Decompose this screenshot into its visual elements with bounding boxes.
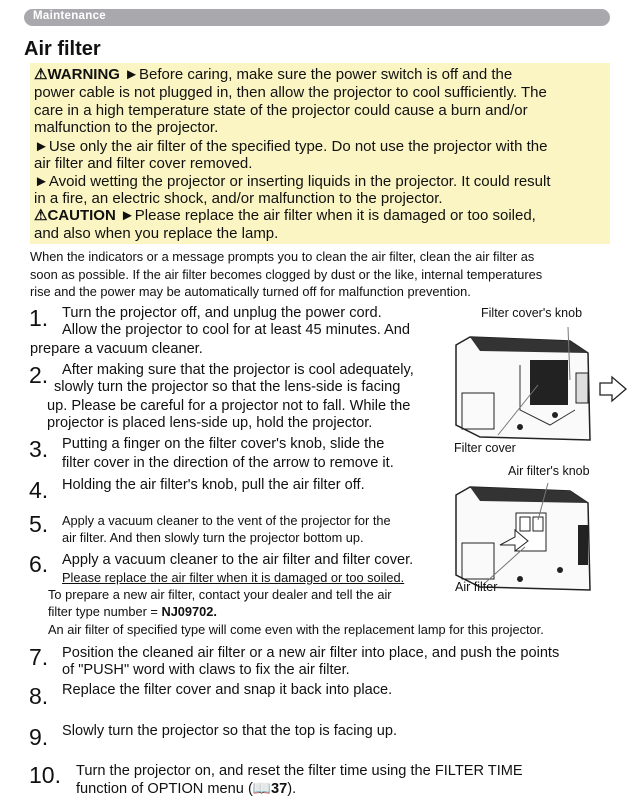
text-line	[47, 397, 410, 415]
text-segment: ).	[287, 781, 297, 797]
step-number: 4.	[29, 477, 49, 503]
text-line	[62, 551, 413, 569]
text-segment: of "PUSH" word with claws to fix the air filter.	[62, 662, 350, 678]
text-segment: ►Use only the air filter of the specified type. Do not use the projector with the	[34, 138, 548, 155]
text-segment: 📖37	[252, 781, 288, 797]
text-line	[47, 414, 372, 432]
text-line	[30, 283, 471, 301]
text-segment: Putting a finger on the filter cover's knob, slide the	[62, 436, 385, 452]
text-segment: NJ09702.	[161, 604, 217, 619]
label-filter-cover: Filter cover	[454, 441, 516, 455]
text-segment: air filter. And then slowly turn the projector bottom up.	[62, 530, 364, 545]
text-line	[54, 378, 400, 396]
text-segment: filter type number =	[48, 604, 162, 619]
text-line	[62, 304, 382, 322]
text-line	[34, 84, 547, 102]
step-number: 5.	[29, 511, 49, 537]
text-segment: Replace the filter cover and snap it back into place.	[62, 682, 393, 698]
text-segment: Turn the projector on, and reset the filter time using the FILTER TIME	[76, 763, 523, 779]
text-segment: up. Please be careful for a projector not to fall. While the	[47, 398, 411, 414]
text-segment: air filter and filter cover removed.	[34, 155, 253, 172]
text-segment: ►Before caring, make sure the power switch is off and the	[124, 66, 513, 83]
text-segment: Apply a vacuum cleaner to the vent of the projector for the	[62, 513, 391, 528]
text-segment: slowly turn the projector so that the lens-side is facing	[54, 379, 401, 395]
step-number: 6.	[29, 551, 49, 577]
text-line	[34, 138, 547, 156]
text-line	[62, 681, 392, 699]
text-line	[30, 340, 203, 358]
text-line	[62, 476, 365, 494]
text-line	[62, 512, 391, 530]
text-line	[62, 454, 394, 472]
text-line	[34, 102, 528, 120]
text-line	[76, 762, 523, 780]
text-segment: ►Avoid wetting the projector or inserting liquids in the projector. It could result	[34, 173, 551, 190]
text-segment: filter cover in the direction of the arrow to remove it.	[62, 455, 394, 471]
step-number: 1.	[29, 305, 49, 331]
text-segment: An air filter of specified type will come even with the replacement lamp for this projector.	[48, 622, 544, 637]
text-line	[62, 722, 397, 740]
text-line	[62, 321, 410, 339]
step-number: 3.	[29, 436, 49, 462]
text-segment: function of OPTION menu (	[76, 781, 253, 797]
text-segment: ⚠CAUTION	[34, 207, 120, 224]
text-line	[62, 361, 414, 379]
text-segment: After making sure that the projector is cool adequately,	[62, 362, 414, 378]
text-segment: Turn the projector off, and unplug the power cord.	[62, 305, 382, 321]
text-segment: Position the cleaned air filter or a new air filter into place, and push the points	[62, 645, 560, 661]
label-filter-cover-knob: Filter cover's knob	[481, 306, 583, 320]
text-line	[48, 621, 544, 639]
step-number: 10.	[29, 762, 61, 788]
step-number: 8.	[29, 683, 49, 709]
text-segment: and also when you replace the lamp.	[34, 225, 279, 242]
text-line	[62, 529, 364, 547]
text-segment: soon as possible. If the air filter becomes clogged by dust or the like, internal temperatures	[30, 267, 543, 282]
text-line	[34, 155, 252, 173]
text-segment: ►Please replace the air filter when it is damaged or too soiled,	[119, 207, 536, 224]
text-segment: Allow the projector to cool for at least 45 minutes. And	[62, 322, 411, 338]
text-segment: care in a high temperature state of the projector could cause a burn and/or	[34, 102, 528, 119]
text-line	[76, 780, 296, 798]
text-line	[34, 119, 218, 137]
page-title: Air filter	[24, 38, 101, 60]
text-line	[62, 569, 404, 587]
text-segment: Holding the air filter's knob, pull the air filter off.	[62, 477, 365, 493]
text-line	[48, 586, 392, 604]
text-segment: malfunction to the projector.	[34, 119, 219, 136]
text-line	[34, 225, 278, 243]
step-number: 2.	[29, 362, 49, 388]
text-segment: rise and the power may be automatically turned off for malfunction prevention.	[30, 284, 471, 299]
text-line	[30, 266, 542, 284]
text-segment: To prepare a new air filter, contact your dealer and tell the air	[48, 587, 392, 602]
label-air-filter-knob: Air filter's knob	[508, 464, 590, 478]
text-line	[62, 435, 384, 453]
text-line	[34, 190, 443, 208]
text-segment: Please replace the air filter when it is damaged or too soiled.	[62, 570, 405, 585]
section-header	[24, 9, 610, 26]
label-air-filter: Air filter	[455, 580, 498, 594]
section-label: Maintenance	[33, 10, 106, 22]
step-number: 9.	[29, 724, 49, 750]
text-line	[30, 248, 534, 266]
text-line	[34, 173, 551, 191]
text-segment: When the indicators or a message prompts you to clean the air filter, clean the air filter as	[30, 249, 535, 264]
text-segment: Slowly turn the projector so that the top is facing up.	[62, 723, 398, 739]
text-line	[34, 207, 536, 225]
step-number: 7.	[29, 644, 49, 670]
text-line	[48, 603, 217, 621]
text-segment: ⚠WARNING	[34, 66, 125, 83]
text-line	[62, 661, 350, 679]
text-line	[34, 66, 512, 84]
text-segment: Apply a vacuum cleaner to the air filter and filter cover.	[62, 552, 414, 568]
text-line	[62, 644, 559, 662]
text-segment: prepare a vacuum cleaner.	[30, 341, 203, 357]
text-segment: in a fire, an electric shock, and/or malfunction to the projector.	[34, 190, 443, 207]
text-segment: power cable is not plugged in, then allow the projector to cool sufficiently. The	[34, 84, 547, 101]
text-segment: projector is placed lens-side up, hold the projector.	[47, 415, 373, 431]
